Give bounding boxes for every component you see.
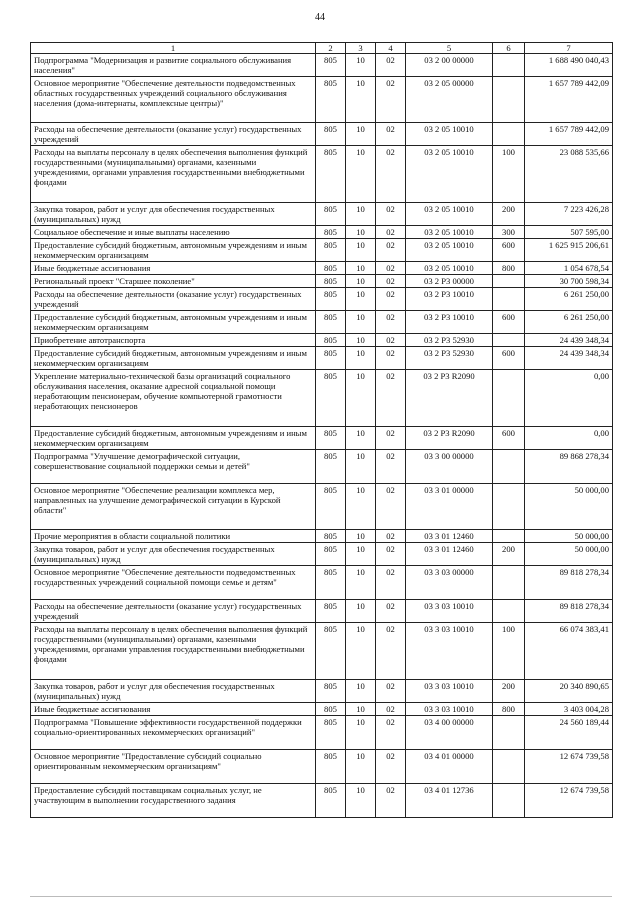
column-header: 5 (406, 43, 493, 54)
row-code-cell: 805 (316, 484, 346, 530)
row-amount-cell: 12 674 739,58 (525, 784, 613, 818)
column-header: 2 (316, 43, 346, 54)
row-subsection-cell: 02 (376, 123, 406, 146)
table-row (31, 484, 613, 530)
row-section-cell: 10 (346, 347, 376, 370)
row-expense-type-cell: 800 (493, 703, 525, 716)
row-subsection-cell: 02 (376, 450, 406, 484)
row-subsection-cell: 02 (376, 784, 406, 818)
row-amount-cell: 89 868 278,34 (525, 450, 613, 484)
table-row (31, 275, 613, 288)
row-subsection-cell: 02 (376, 370, 406, 427)
row-code-cell: 805 (316, 784, 346, 818)
row-code-cell: 805 (316, 239, 346, 262)
row-subsection-cell: 02 (376, 680, 406, 703)
row-name-cell: Расходы на обеспечение деятельности (оказание услуг) государственных учреждений (31, 123, 316, 146)
row-code-cell: 805 (316, 566, 346, 600)
row-code-cell: 805 (316, 288, 346, 311)
table-row (31, 680, 613, 703)
row-expense-type-cell: 600 (493, 427, 525, 450)
row-code-cell: 805 (316, 716, 346, 750)
row-target-article-cell: 03 3 03 10010 (406, 623, 493, 680)
row-section-cell: 10 (346, 77, 376, 123)
row-subsection-cell: 02 (376, 600, 406, 623)
table-row (31, 750, 613, 784)
row-code-cell: 805 (316, 334, 346, 347)
row-amount-cell: 50 000,00 (525, 484, 613, 530)
table-row (31, 347, 613, 370)
row-subsection-cell: 02 (376, 239, 406, 262)
row-subsection-cell: 02 (376, 288, 406, 311)
row-target-article-cell: 03 2 P3 52930 (406, 334, 493, 347)
table-row (31, 450, 613, 484)
table-row (31, 54, 613, 77)
row-subsection-cell: 02 (376, 750, 406, 784)
row-subsection-cell: 02 (376, 566, 406, 600)
row-name-cell: Региональный проект "Старшее поколение" (31, 275, 316, 288)
row-amount-cell: 1 625 915 206,61 (525, 239, 613, 262)
column-header: 1 (31, 43, 316, 54)
row-code-cell: 805 (316, 680, 346, 703)
row-name-cell: Расходы на выплаты персоналу в целях обеспечения выполнения функций государственными (муниципальными) органами, казенными учреждениями, органами управления государственными внебюджетными фондами (31, 146, 316, 203)
row-subsection-cell: 02 (376, 262, 406, 275)
row-name-cell: Предоставление субсидий бюджетным, автономным учреждениям и иным некоммерческим организациям (31, 239, 316, 262)
row-section-cell: 10 (346, 123, 376, 146)
row-code-cell: 805 (316, 623, 346, 680)
row-target-article-cell: 03 2 P3 R2090 (406, 370, 493, 427)
row-subsection-cell: 02 (376, 530, 406, 543)
row-expense-type-cell (493, 566, 525, 600)
row-target-article-cell: 03 2 P3 52930 (406, 347, 493, 370)
row-target-article-cell: 03 2 05 10010 (406, 146, 493, 203)
row-target-article-cell: 03 3 03 10010 (406, 703, 493, 716)
row-name-cell: Расходы на выплаты персоналу в целях обеспечения выполнения функций государственными (муниципальными) органами, казенными учреждениями, органами управления государственными внебюджетными фондами (31, 623, 316, 680)
row-code-cell: 805 (316, 427, 346, 450)
row-expense-type-cell (493, 77, 525, 123)
row-amount-cell: 6 261 250,00 (525, 311, 613, 334)
row-code-cell: 805 (316, 123, 346, 146)
row-code-cell: 805 (316, 530, 346, 543)
row-expense-type-cell (493, 484, 525, 530)
row-name-cell: Закупка товаров, работ и услуг для обеспечения государственных (муниципальных) нужд (31, 543, 316, 566)
row-subsection-cell: 02 (376, 347, 406, 370)
row-code-cell: 805 (316, 370, 346, 427)
table-row (31, 623, 613, 680)
row-section-cell: 10 (346, 680, 376, 703)
row-code-cell: 805 (316, 226, 346, 239)
row-code-cell: 805 (316, 450, 346, 484)
row-name-cell: Закупка товаров, работ и услуг для обеспечения государственных (муниципальных) нужд (31, 680, 316, 703)
row-name-cell: Основное мероприятие "Обеспечение реализации комплекса мер, направленных на улучшение демографической ситуации в Курской области" (31, 484, 316, 530)
row-name-cell: Подпрограмма "Модернизация и развитие социального обслуживания населения" (31, 54, 316, 77)
column-header: 4 (376, 43, 406, 54)
row-subsection-cell: 02 (376, 334, 406, 347)
row-name-cell: Приобретение автотранспорта (31, 334, 316, 347)
row-expense-type-cell: 200 (493, 203, 525, 226)
table-row (31, 311, 613, 334)
row-section-cell: 10 (346, 146, 376, 203)
row-expense-type-cell (493, 123, 525, 146)
row-amount-cell: 89 818 278,34 (525, 566, 613, 600)
table-row (31, 226, 613, 239)
row-expense-type-cell (493, 784, 525, 818)
row-name-cell: Социальное обеспечение и иные выплаты населению (31, 226, 316, 239)
row-target-article-cell: 03 2 05 10010 (406, 239, 493, 262)
row-name-cell: Основное мероприятие "Предоставление субсидий социально ориентированным некоммерческим организациям" (31, 750, 316, 784)
row-target-article-cell: 03 3 03 10010 (406, 680, 493, 703)
row-subsection-cell: 02 (376, 484, 406, 530)
row-subsection-cell: 02 (376, 716, 406, 750)
row-amount-cell: 6 261 250,00 (525, 288, 613, 311)
row-target-article-cell: 03 3 01 00000 (406, 484, 493, 530)
table-row (31, 427, 613, 450)
row-code-cell: 805 (316, 703, 346, 716)
row-amount-cell: 0,00 (525, 427, 613, 450)
row-section-cell: 10 (346, 784, 376, 818)
row-target-article-cell: 03 2 P3 00000 (406, 275, 493, 288)
row-section-cell: 10 (346, 543, 376, 566)
table-row (31, 146, 613, 203)
table-row (31, 543, 613, 566)
table-row (31, 288, 613, 311)
row-name-cell: Подпрограмма "Повышение эффективности государственной поддержки социально-ориентированных некоммерческих организаций" (31, 716, 316, 750)
table-row (31, 600, 613, 623)
row-name-cell: Прочие мероприятия в области социальной политики (31, 530, 316, 543)
row-amount-cell: 30 700 598,34 (525, 275, 613, 288)
row-expense-type-cell (493, 288, 525, 311)
row-target-article-cell: 03 2 05 10010 (406, 203, 493, 226)
row-name-cell: Основное мероприятие "Обеспечение деятельности подведомственных областных государственных учреждений социального обслуживания населения (дома-интернаты, комплексные центры)" (31, 77, 316, 123)
row-target-article-cell: 03 3 03 00000 (406, 566, 493, 600)
row-target-article-cell: 03 2 P3 10010 (406, 311, 493, 334)
row-section-cell: 10 (346, 226, 376, 239)
row-target-article-cell: 03 2 00 00000 (406, 54, 493, 77)
row-target-article-cell: 03 2 P3 10010 (406, 288, 493, 311)
table-row (31, 703, 613, 716)
row-section-cell: 10 (346, 288, 376, 311)
row-amount-cell: 12 674 739,58 (525, 750, 613, 784)
row-amount-cell: 89 818 278,34 (525, 600, 613, 623)
row-name-cell: Предоставление субсидий бюджетным, автономным учреждениям и иным некоммерческим организациям (31, 311, 316, 334)
row-amount-cell: 20 340 890,65 (525, 680, 613, 703)
row-expense-type-cell: 100 (493, 146, 525, 203)
row-name-cell: Подпрограмма "Улучшение демографической ситуации, совершенствование социальной поддержки семьи и детей" (31, 450, 316, 484)
row-code-cell: 805 (316, 54, 346, 77)
column-header: 6 (493, 43, 525, 54)
table-row (31, 716, 613, 750)
row-name-cell: Предоставление субсидий бюджетным, автономным учреждениям и иным некоммерческим организациям (31, 347, 316, 370)
row-target-article-cell: 03 2 05 10010 (406, 262, 493, 275)
table-body (31, 54, 613, 818)
row-code-cell: 805 (316, 262, 346, 275)
row-expense-type-cell: 200 (493, 543, 525, 566)
table-row (31, 370, 613, 427)
table-row (31, 262, 613, 275)
row-amount-cell: 1 657 789 442,09 (525, 123, 613, 146)
table-header-row (31, 43, 613, 54)
row-expense-type-cell (493, 450, 525, 484)
page-number: 44 (315, 12, 325, 23)
row-expense-type-cell: 100 (493, 623, 525, 680)
table-row (31, 239, 613, 262)
row-code-cell: 805 (316, 203, 346, 226)
row-section-cell: 10 (346, 370, 376, 427)
table-row (31, 123, 613, 146)
row-code-cell: 805 (316, 146, 346, 203)
row-amount-cell: 0,00 (525, 370, 613, 427)
row-section-cell: 10 (346, 311, 376, 334)
row-expense-type-cell: 600 (493, 239, 525, 262)
row-section-cell: 10 (346, 427, 376, 450)
table-row (31, 530, 613, 543)
row-subsection-cell: 02 (376, 226, 406, 239)
row-expense-type-cell (493, 334, 525, 347)
row-section-cell: 10 (346, 566, 376, 600)
row-subsection-cell: 02 (376, 54, 406, 77)
row-section-cell: 10 (346, 750, 376, 784)
row-code-cell: 805 (316, 311, 346, 334)
table-row (31, 334, 613, 347)
row-amount-cell: 1 688 490 040,43 (525, 54, 613, 77)
row-code-cell: 805 (316, 347, 346, 370)
row-amount-cell: 24 439 348,34 (525, 334, 613, 347)
row-code-cell: 805 (316, 275, 346, 288)
row-target-article-cell: 03 3 03 10010 (406, 600, 493, 623)
row-expense-type-cell (493, 600, 525, 623)
row-subsection-cell: 02 (376, 275, 406, 288)
row-target-article-cell: 03 4 01 12736 (406, 784, 493, 818)
table-row (31, 203, 613, 226)
row-section-cell: 10 (346, 600, 376, 623)
row-section-cell: 10 (346, 716, 376, 750)
row-target-article-cell: 03 2 05 00000 (406, 77, 493, 123)
row-expense-type-cell (493, 750, 525, 784)
table-row (31, 77, 613, 123)
row-target-article-cell: 03 3 00 00000 (406, 450, 493, 484)
row-section-cell: 10 (346, 484, 376, 530)
row-section-cell: 10 (346, 239, 376, 262)
column-header: 3 (346, 43, 376, 54)
row-amount-cell: 50 000,00 (525, 530, 613, 543)
budget-table (30, 42, 613, 818)
row-section-cell: 10 (346, 334, 376, 347)
row-section-cell: 10 (346, 203, 376, 226)
row-section-cell: 10 (346, 623, 376, 680)
row-subsection-cell: 02 (376, 543, 406, 566)
page-bottom-rule (30, 896, 612, 897)
row-amount-cell: 3 403 004,28 (525, 703, 613, 716)
row-amount-cell: 66 074 383,41 (525, 623, 613, 680)
row-amount-cell: 24 560 189,44 (525, 716, 613, 750)
row-target-article-cell: 03 2 05 10010 (406, 226, 493, 239)
row-section-cell: 10 (346, 530, 376, 543)
row-subsection-cell: 02 (376, 623, 406, 680)
row-expense-type-cell: 200 (493, 680, 525, 703)
row-target-article-cell: 03 2 05 10010 (406, 123, 493, 146)
table-row (31, 784, 613, 818)
row-subsection-cell: 02 (376, 203, 406, 226)
row-target-article-cell: 03 2 P3 R2090 (406, 427, 493, 450)
row-section-cell: 10 (346, 54, 376, 77)
row-section-cell: 10 (346, 262, 376, 275)
row-name-cell: Укрепление материально-технической базы организаций социального обслуживания населения, оказание адресной социальной помощи неработающим пенсионерам, обучение компьютерной грамотности неработающих пенсионеров (31, 370, 316, 427)
row-subsection-cell: 02 (376, 703, 406, 716)
row-name-cell: Иные бюджетные ассигнования (31, 262, 316, 275)
row-target-article-cell: 03 4 00 00000 (406, 716, 493, 750)
row-expense-type-cell: 800 (493, 262, 525, 275)
row-expense-type-cell: 600 (493, 311, 525, 334)
row-name-cell: Основное мероприятие "Обеспечение деятельности подведомственных государственных учреждений социальной помощи семье и детям" (31, 566, 316, 600)
row-expense-type-cell (493, 530, 525, 543)
row-amount-cell: 1 054 678,54 (525, 262, 613, 275)
row-name-cell: Закупка товаров, работ и услуг для обеспечения государственных (муниципальных) нужд (31, 203, 316, 226)
row-amount-cell: 1 657 789 442,09 (525, 77, 613, 123)
row-expense-type-cell (493, 275, 525, 288)
row-subsection-cell: 02 (376, 146, 406, 203)
row-target-article-cell: 03 3 01 12460 (406, 543, 493, 566)
row-name-cell: Предоставление субсидий поставщикам социальных услуг, не участвующим в выполнении государственного задания (31, 784, 316, 818)
row-amount-cell: 23 088 535,66 (525, 146, 613, 203)
row-code-cell: 805 (316, 750, 346, 784)
row-section-cell: 10 (346, 450, 376, 484)
row-amount-cell: 7 223 426,28 (525, 203, 613, 226)
row-section-cell: 10 (346, 275, 376, 288)
row-subsection-cell: 02 (376, 77, 406, 123)
table-row (31, 566, 613, 600)
row-amount-cell: 50 000,00 (525, 543, 613, 566)
row-subsection-cell: 02 (376, 427, 406, 450)
row-code-cell: 805 (316, 600, 346, 623)
row-expense-type-cell (493, 716, 525, 750)
row-name-cell: Иные бюджетные ассигнования (31, 703, 316, 716)
row-target-article-cell: 03 4 01 00000 (406, 750, 493, 784)
row-name-cell: Предоставление субсидий бюджетным, автономным учреждениям и иным некоммерческим организациям (31, 427, 316, 450)
row-section-cell: 10 (346, 703, 376, 716)
row-amount-cell: 507 595,00 (525, 226, 613, 239)
column-header: 7 (525, 43, 613, 54)
row-code-cell: 805 (316, 543, 346, 566)
row-target-article-cell: 03 3 01 12460 (406, 530, 493, 543)
row-name-cell: Расходы на обеспечение деятельности (оказание услуг) государственных учреждений (31, 288, 316, 311)
row-subsection-cell: 02 (376, 311, 406, 334)
row-name-cell: Расходы на обеспечение деятельности (оказание услуг) государственных учреждений (31, 600, 316, 623)
row-code-cell: 805 (316, 77, 346, 123)
row-expense-type-cell (493, 54, 525, 77)
row-expense-type-cell (493, 370, 525, 427)
row-amount-cell: 24 439 348,34 (525, 347, 613, 370)
row-expense-type-cell: 300 (493, 226, 525, 239)
row-expense-type-cell: 600 (493, 347, 525, 370)
